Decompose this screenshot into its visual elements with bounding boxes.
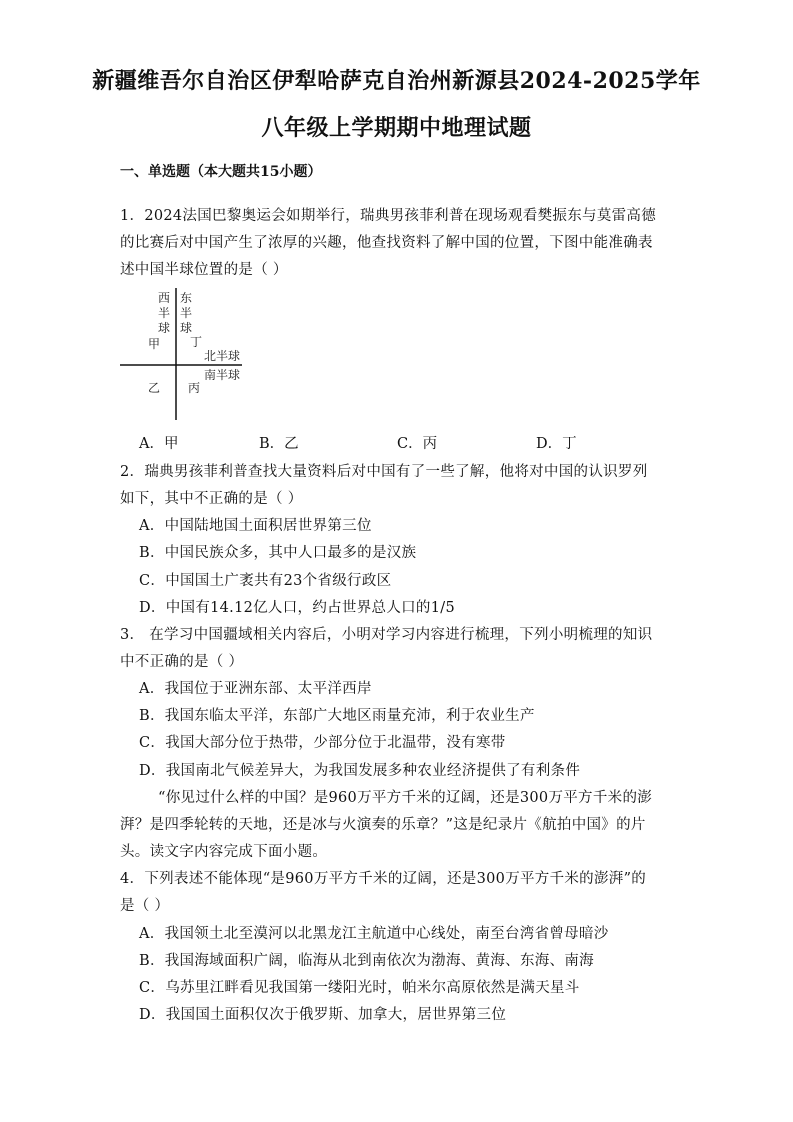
- q2-line-2: 如下，其中不正确的是（ ）: [120, 491, 303, 507]
- q1-option-a[interactable]: A．甲: [139, 436, 179, 452]
- q1-line-1: 1．2024法国巴黎奥运会如期举行，瑞典男孩菲利普在现场观看樊振东与莫雷高德: [120, 208, 657, 224]
- passage-line-2: 湃？是四季轮转的天地，还是冰与火演奏的乐章？”这是纪录片《航拍中国》的片: [120, 817, 646, 833]
- hemisphere-diagram: [120, 286, 250, 426]
- label-bing: 丙: [188, 381, 201, 395]
- west-label-2: 半: [158, 306, 171, 320]
- passage-line-3: 头。读文字内容完成下面小题。: [120, 844, 328, 860]
- q1-option-c[interactable]: C．丙: [397, 436, 438, 452]
- q3-option-d[interactable]: D．我国南北气候差异大，为我国发展多种农业经济提供了有利条件: [139, 763, 581, 779]
- east-label-2: 半: [180, 306, 193, 320]
- q2-option-d[interactable]: D．中国有14.12亿人口，约占世界总人口的1/5: [139, 600, 455, 616]
- north-hemisphere-label: 北半球: [204, 349, 241, 363]
- q3-option-c[interactable]: C．我国大部分位于热带，少部分位于北温带，没有寒带: [139, 735, 506, 751]
- q2-line-1: 2．瑞典男孩菲利普查找大量资料后对中国有了一些了解，他将对中国的认识罗列: [120, 464, 648, 480]
- q1-line-2: 的比赛后对中国产生了浓厚的兴趣，他查找资料了解中国的位置，下图中能准确表: [120, 235, 653, 251]
- section-header: 一、单选题（本大题共15小题）: [120, 164, 322, 180]
- title-line-1: 新疆维吾尔自治区伊犁哈萨克自治州新源县2024-2025学年: [92, 68, 701, 94]
- q2-option-b[interactable]: B．中国民族众多，其中人口最多的是汉族: [139, 545, 417, 561]
- q4-option-d[interactable]: D．我国国土面积仅次于俄罗斯、加拿大，居世界第三位: [139, 1007, 507, 1023]
- q1-option-d[interactable]: D．丁: [536, 436, 577, 452]
- q4-option-a[interactable]: A．我国领土北至漠河以北黑龙江主航道中心线处，南至台湾省曾母暗沙: [139, 926, 609, 942]
- q4-option-c[interactable]: C．乌苏里江畔看见我国第一缕阳光时，帕米尔高原依然是满天星斗: [139, 980, 580, 996]
- q4-line-2: 是（ ）: [120, 898, 170, 914]
- hemisphere-diagram-svg: [120, 286, 250, 426]
- q3-option-a[interactable]: A．我国位于亚洲东部、太平洋西岸: [139, 681, 372, 697]
- q3-line-1: 3． 在学习中国疆域相关内容后，小明对学习内容进行梳理，下列小明梳理的知识: [120, 627, 653, 643]
- west-label-1: 西: [158, 291, 171, 305]
- q3-option-b[interactable]: B．我国东临太平洋，东部广大地区雨量充沛，利于农业生产: [139, 708, 535, 724]
- q1-option-b[interactable]: B．乙: [259, 436, 299, 452]
- q2-option-c[interactable]: C．中国国土广袤共有23个省级行政区: [139, 573, 392, 589]
- title-line-2: 八年级上学期期中地理试题: [261, 115, 532, 141]
- west-label-3: 球: [158, 321, 171, 335]
- south-hemisphere-label: 南半球: [204, 368, 241, 382]
- label-yi: 乙: [148, 381, 161, 395]
- q4-option-b[interactable]: B．我国海域面积广阔，临海从北到南依次为渤海、黄海、东海、南海: [139, 953, 594, 969]
- east-label-3: 球: [180, 321, 193, 335]
- q1-line-3: 述中国半球位置的是（ ）: [120, 262, 288, 278]
- east-label-1: 东: [180, 291, 193, 305]
- label-ding: 丁: [190, 335, 203, 349]
- q2-option-a[interactable]: A．中国陆地国土面积居世界第三位: [139, 518, 372, 534]
- passage-line-1: “你见过什么样的中国？是960万平方千米的辽阔，还是300万平方千米的澎: [158, 790, 653, 806]
- q3-line-2: 中不正确的是（ ）: [120, 654, 244, 670]
- q4-line-1: 4．下列表述不能体现“是960万平方千米的辽阔，还是300万平方千米的澎湃”的: [120, 871, 647, 887]
- label-jia: 甲: [148, 337, 161, 351]
